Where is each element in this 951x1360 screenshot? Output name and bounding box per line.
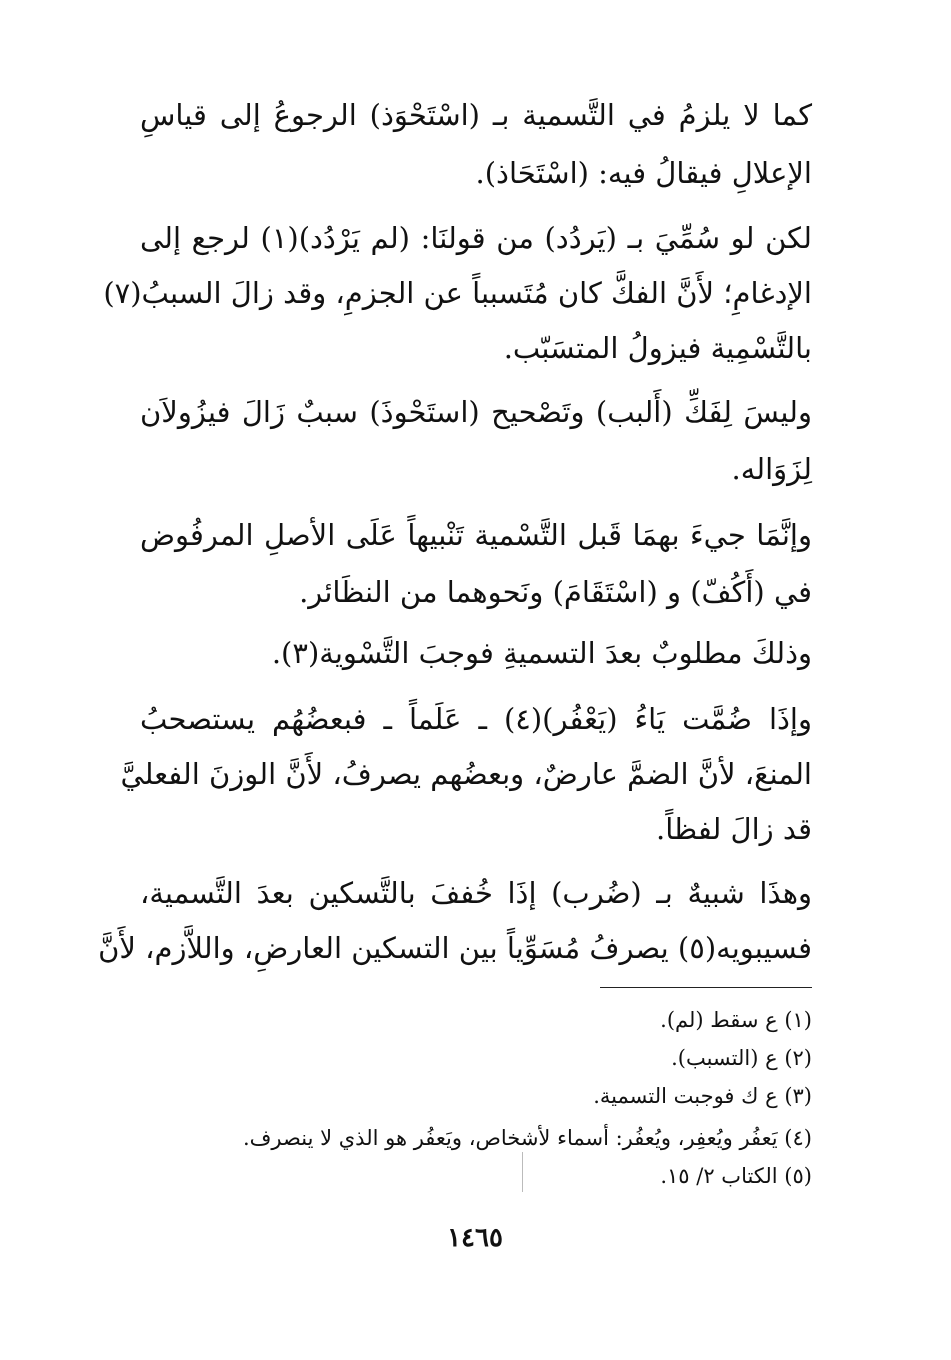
text-line: وذلكَ مطلوبٌ بعدَ التسميةِ فوجبَ التَّسْوية(٣). <box>271 636 812 670</box>
text-line: لِزَوَاله. <box>731 452 812 486</box>
text-line: بالتَّسْمِية فيزولُ المتسَبّب. <box>503 331 812 365</box>
text-line: المنعَ، لأنَّ الضمَّ عارضٌ، وبعضُهم يصرفُ، لأَنَّ الوزنَ الفعليَّ <box>120 757 812 791</box>
text-line: قد زالَ لفظاً. <box>655 812 812 846</box>
text-line: فسيبويه(٥) يصرفُ مُسَوِّياً بين التسكين العارضِ، واللاَّزم، لأَنَّ <box>98 931 812 965</box>
text-line: وإذَا ضُمَّت يَاءُ (يَعْفُر)(٤) ـ عَلَماً ـ فبعضُهُم يستصحبُ <box>140 702 812 736</box>
text-line: كما لا يلزمُ في التَّسمية بـ (اسْتَحْوَذ) الرجوعُ إلى قياسِ <box>140 98 812 132</box>
text-line: لكن لو سُمِّيَ بـ (يَردُد) من قولنَا: (لم يَرْدُد)(١) لرجع إلى <box>140 221 813 255</box>
footnote: (١) ع سقط (لم). <box>660 1008 812 1032</box>
page-number: ١٤٦٥ <box>447 1223 503 1253</box>
footnote-divider <box>600 987 812 988</box>
footnote: (٣) ع ك فوجبت التسمية. <box>593 1084 812 1108</box>
margin-mark <box>522 1152 523 1192</box>
text-line: وليسَ لِفَكِّ (أَلبب) وتَصْحيح (استَحْوذَ) سببٌ زَالَ فيزُولاَن <box>140 395 812 429</box>
text-line: الإعلالِ فيقالُ فيه: (اسْتَحَاذ). <box>475 156 812 190</box>
main-text <box>98 0 813 1000</box>
footnote: (٥) الكتاب ٢/ ١٥. <box>660 1164 812 1188</box>
footnote: (٢) ع (التسبب). <box>671 1046 812 1070</box>
text-line: الإدغامِ؛ لأَنَّ الفكَّ كان مُتَسبباً عن الجزمِ، وقد زالَ السببُ(٧) <box>103 276 812 310</box>
text-line: وإنَّمَا جيءَ بهمَا قَبل التَّسْمية تَنْبيهاً عَلَى الأصلِ المرفُوض <box>140 518 812 552</box>
footnote: (٤) يَعفُر ويُعفِر، ويُعفُر: أسماء لأشخاص، ويَعفُر هو الذي لا ينصرف. <box>242 1126 812 1150</box>
text-line: في (أَكُفّ) و (اسْتَقَامَ) ونَحوهما من النظَائر. <box>299 575 812 609</box>
text-line: وهذَا شبيهٌ بـ (ضُرب) إذَا خُففَ بالتَّسكين بعدَ التَّسمية، <box>140 876 812 910</box>
